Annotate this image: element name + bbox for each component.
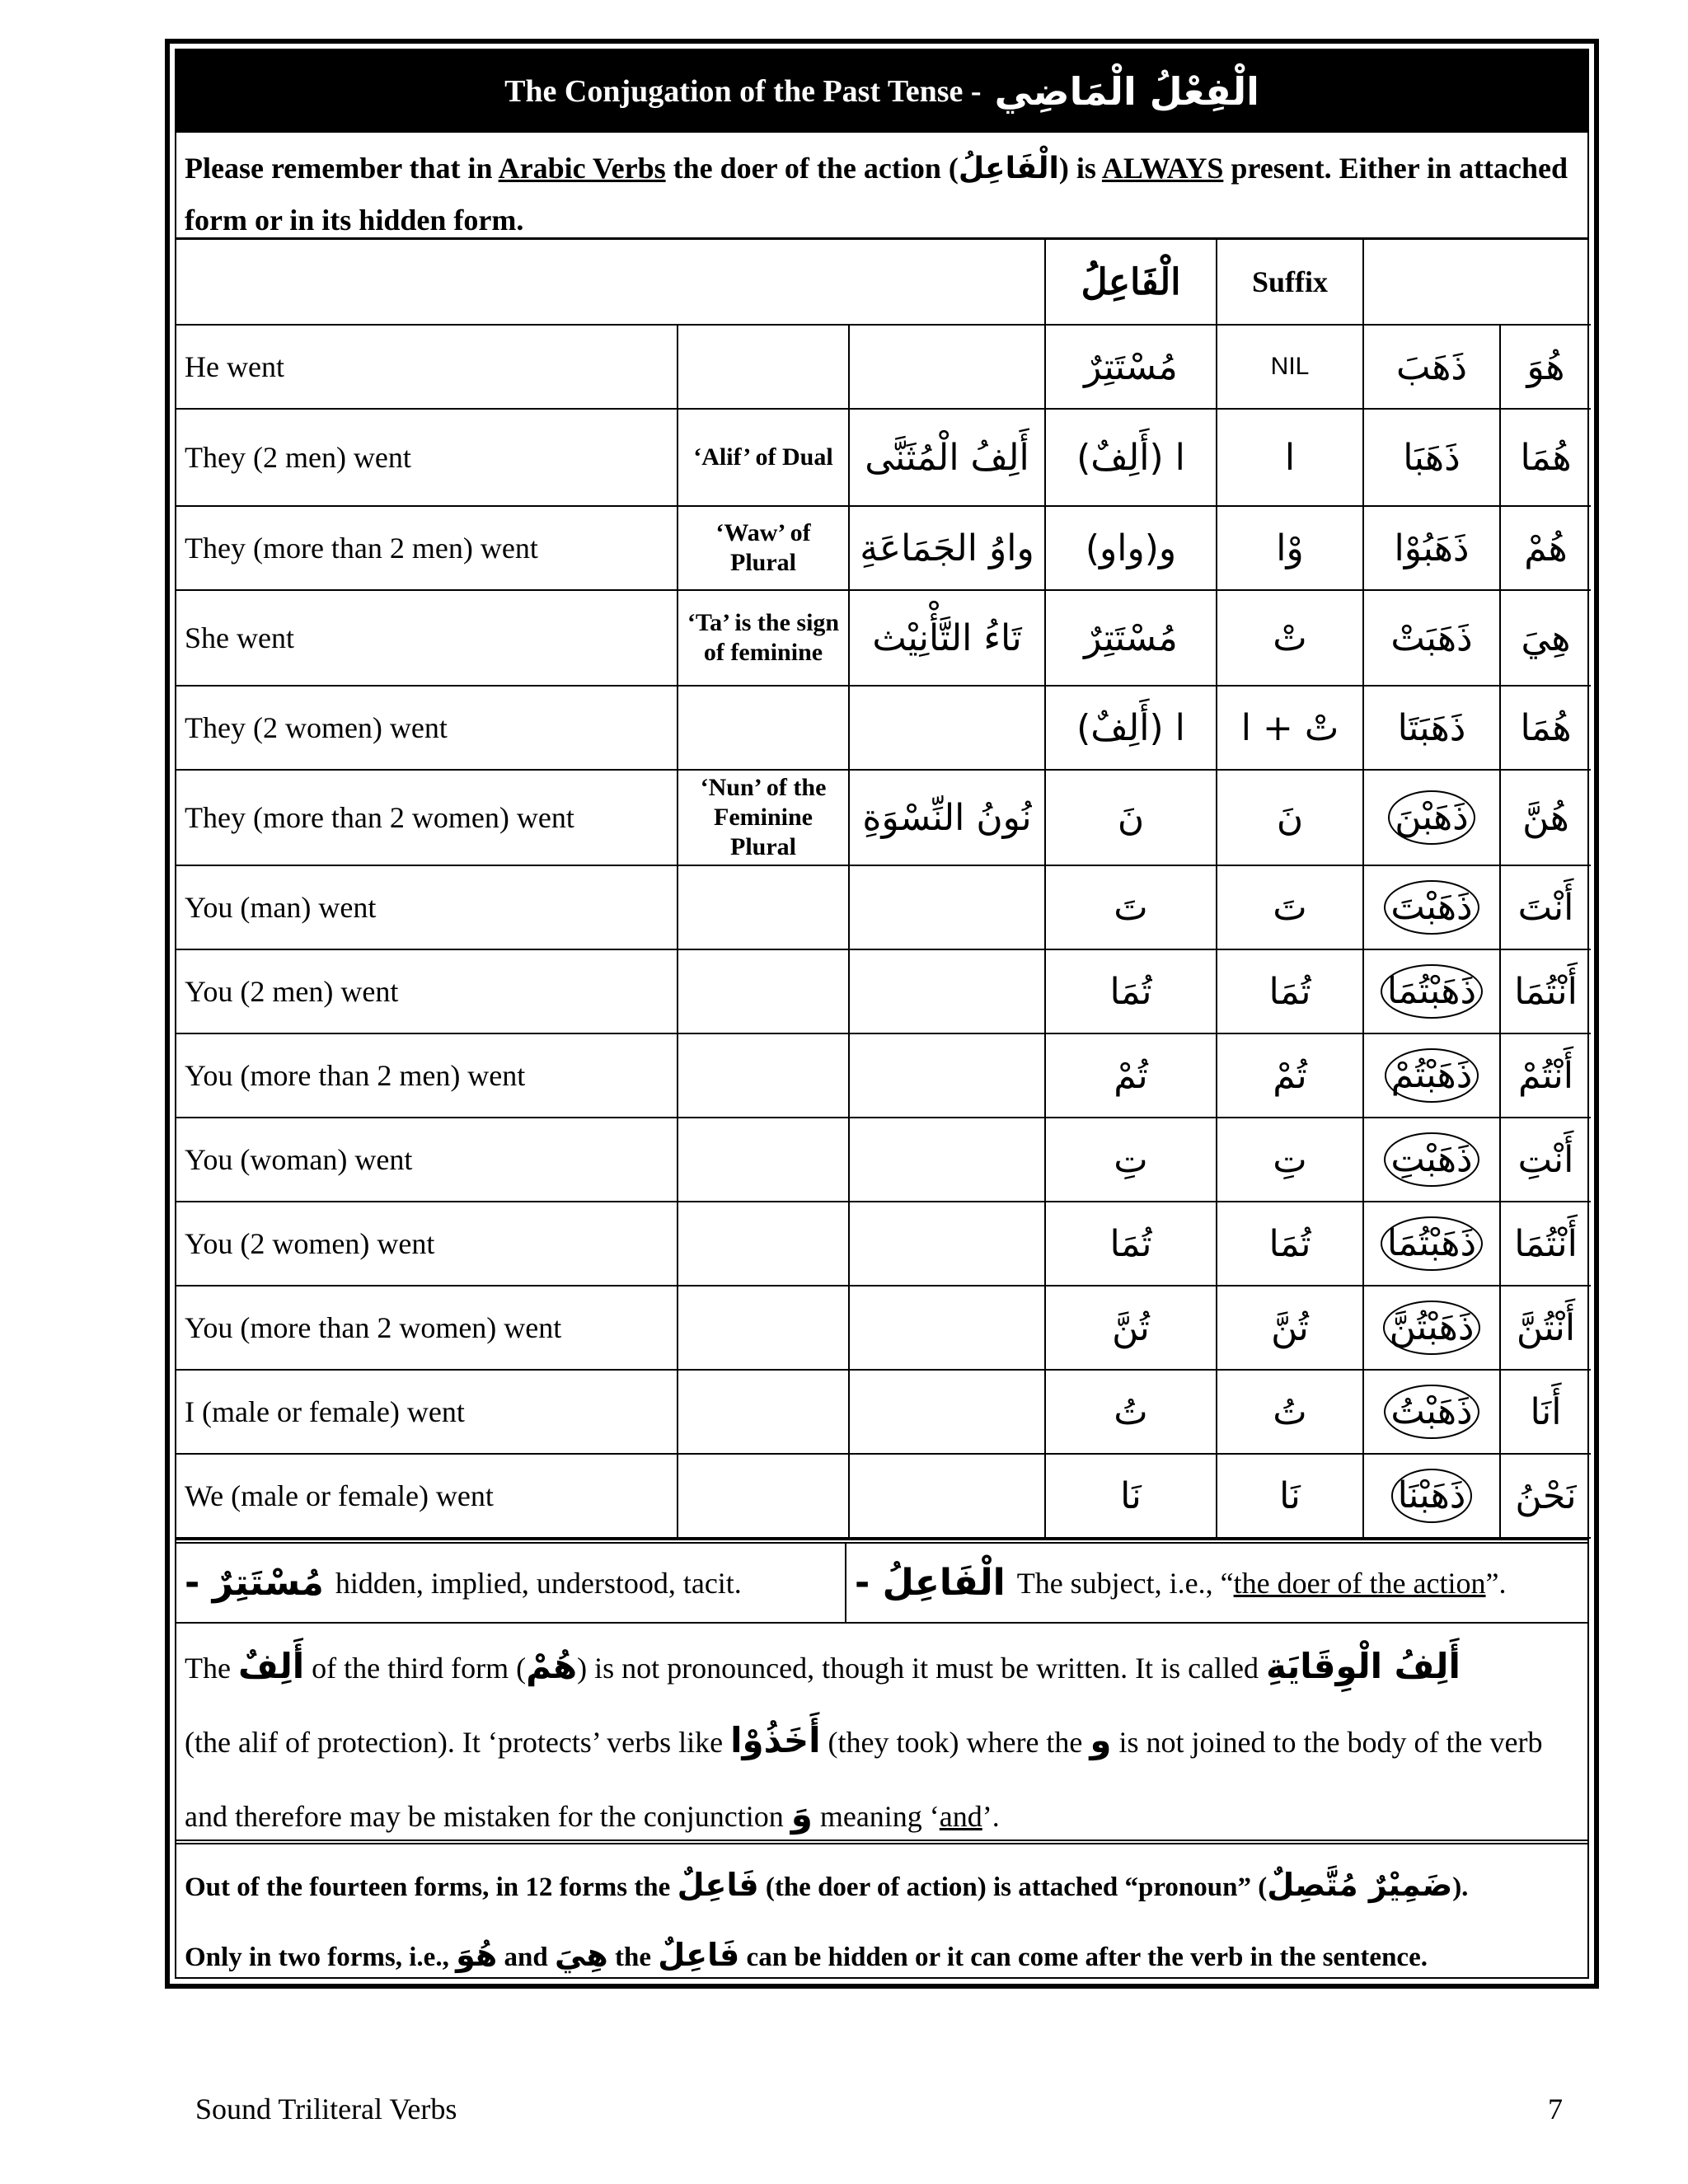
intro-always: ALWAYS [1101,152,1224,185]
fail-cell: تَ [1045,865,1217,949]
suffix-name-arabic: أَلِفُ الْمُثَنَّى [849,409,1045,506]
table-row [176,506,1591,590]
foot-arabic: هِيَ [554,1937,608,1973]
pronoun-cell: أَنْتُمَا [1500,1202,1591,1286]
foot-text: Only in two forms, i.e., [185,1943,457,1972]
para-text: (the alif of protection). It ‘protects’ verbs like [185,1726,731,1759]
suffix-name-arabic [849,1454,1045,1538]
intro-text-5: ) is [1058,152,1102,185]
suffix-name-english [678,686,849,770]
suffix-name-english [678,949,849,1033]
suffix-name-arabic [849,1202,1045,1286]
foot-arabic: فَاعِلٌ [677,1867,759,1903]
foot-text: the [607,1943,659,1972]
pronoun-cell: أَنْتُمْ [1500,1033,1591,1118]
table-row [176,1286,1591,1370]
pronoun-cell: أَنْتُمَا [1500,949,1591,1033]
english-meaning: We (male or female) went [176,1454,678,1538]
suffix-cell: تُنَّ [1217,1286,1363,1370]
conjugation-table [176,240,1591,1539]
suffix-name-english [678,1118,849,1202]
fail-term: الْفَاعِلُ - [855,1562,1006,1604]
para-text: meaning ‘ [812,1800,940,1833]
suffix-name-arabic [849,1286,1045,1370]
summary-note [176,1844,1587,1991]
table-row [176,949,1591,1033]
intro-text-7: present. Either in attached form or in its hidden form. [185,152,1568,237]
suffix-name-english [678,1202,849,1286]
suffix-cell: تِ [1217,1118,1363,1202]
table-header-row [176,240,1591,325]
fail-cell: و(واو) [1045,506,1217,590]
english-meaning: You (woman) went [176,1118,678,1202]
suffix-name-arabic: نُونُ النِّسْوَةِ [849,770,1045,865]
suffix-name-arabic [849,1118,1045,1202]
verb-cell: ذَهَبَا [1363,409,1500,506]
verb-cell [1363,949,1500,1033]
suffix-name-arabic [849,949,1045,1033]
header-empty-cell [176,240,1045,325]
suffix-name-english: ‘Ta’ is the sign of feminine [678,590,849,686]
suffix-name-english [678,1033,849,1118]
table-row [176,409,1591,506]
foot-arabic: هُوَ [456,1937,498,1973]
page-title [176,50,1587,133]
suffix-cell: تُمْ [1217,1033,1363,1118]
suffix-name-english [678,325,849,409]
para-text: ’. [982,1800,1000,1833]
verb-root-circle: ذَهَبْتُنَّ [1383,1301,1481,1355]
pronoun-cell: نَحْنُ [1500,1454,1591,1538]
foot-text: ). [1452,1872,1469,1902]
intro-arabic-verbs: Arabic Verbs [498,152,666,185]
verb-cell: ذَهَبُوْا [1363,506,1500,590]
suffix-cell: تُمَا [1217,949,1363,1033]
verb-root-circle: ذَهَبْنَ [1388,790,1475,845]
footer-book-title: Sound Triliteral Verbs [195,2093,457,2125]
suffix-cell: وْا [1217,506,1363,590]
verb-root-circle: ذَهَبْتُ [1384,1385,1479,1439]
english-meaning: They (more than 2 men) went [176,506,678,590]
suffix-name-arabic [849,686,1045,770]
para-arabic: و [1090,1720,1112,1760]
fail-cell: ا (أَلِفٌ) [1045,686,1217,770]
suffix-name-arabic [849,1033,1045,1118]
suffix-name-english [678,1370,849,1454]
suffix-cell: تُ [1217,1370,1363,1454]
definition-mustatir [176,1544,846,1622]
foot-arabic: فَاعِلٌ [658,1937,740,1973]
verb-cell [1363,1370,1500,1454]
english-meaning: I (male or female) went [176,1370,678,1454]
verb-cell [1363,865,1500,949]
table-row [176,770,1591,865]
intro-note [176,133,1587,240]
fail-cell: تِ [1045,1118,1217,1202]
pronoun-cell: هُمْ [1500,506,1591,590]
verb-root-circle: ذَهَبْتُمَا [1381,1216,1483,1271]
fail-meaning-2: the doer of the action [1233,1566,1486,1600]
pronoun-cell: هُمَا [1500,686,1591,770]
verb-cell [1363,1454,1500,1538]
verb-cell [1363,1118,1500,1202]
verb-root-circle: ذَهَبْتُمْ [1385,1048,1479,1103]
fail-cell: تُ [1045,1370,1217,1454]
para-arabic: أَلِفٌ [237,1646,305,1686]
fail-cell: تُمَا [1045,1202,1217,1286]
english-meaning: She went [176,590,678,686]
conjugation-sheet [165,39,1599,1989]
verb-cell [1363,1286,1500,1370]
fail-meaning [1017,1566,1507,1601]
suffix-cell: NIL [1217,325,1363,409]
english-meaning: They (more than 2 women) went [176,770,678,865]
fail-meaning-1: The subject, i.e., “ [1016,1566,1234,1600]
para-arabic: أَخَذُوْا [730,1720,821,1760]
table-row [176,686,1591,770]
fail-cell: تُمْ [1045,1033,1217,1118]
definitions-row [176,1539,1587,1624]
table-row [176,1033,1591,1118]
pronoun-cell: أَنْتِ [1500,1118,1591,1202]
header-fail: الْفَاعِلُ [1045,240,1217,325]
fail-cell: نَا [1045,1454,1217,1538]
english-meaning: He went [176,325,678,409]
verb-cell [1363,1033,1500,1118]
pronoun-cell: أَنْتُنَّ [1500,1286,1591,1370]
suffix-name-english [678,1454,849,1538]
table-row [176,865,1591,949]
verb-cell [1363,1202,1500,1286]
para-text: The [185,1652,238,1685]
sheet-inner [175,49,1589,1979]
title-arabic: الْفِعْلُ الْمَاضِي [994,69,1259,114]
para-arabic: وَ [790,1794,813,1835]
fail-cell: مُسْتَتِرٌ [1045,325,1217,409]
suffix-name-english: ‘Nun’ of the Feminine Plural [678,770,849,865]
english-meaning: They (2 women) went [176,686,678,770]
pronoun-cell: هِيَ [1500,590,1591,686]
verb-cell: ذَهَبَتْ [1363,590,1500,686]
header-verb-empty [1363,240,1591,325]
para-text: (they took) where the [820,1726,1090,1759]
para-and: and [939,1800,982,1833]
verb-cell [1363,770,1500,865]
pronoun-cell: أَنَا [1500,1370,1591,1454]
definition-fail [846,1544,1587,1622]
fail-cell: تُمَا [1045,949,1217,1033]
verb-cell: ذَهَبَتَا [1363,686,1500,770]
verb-root-circle: ذَهَبْتَ [1384,880,1479,935]
pronoun-cell: أَنْتَ [1500,865,1591,949]
verb-root-circle: ذَهَبْتُمَا [1381,964,1483,1019]
foot-text: and [497,1943,555,1972]
title-english: The Conjugation of the Past Tense - [504,74,982,109]
header-suffix: Suffix [1217,240,1363,325]
mustatir-meaning: hidden, implied, understood, tacit. [335,1566,742,1600]
suffix-cell: تْ + ا [1217,686,1363,770]
foot-arabic: ضَمِيْرٌ مُتَّصِلٌ [1267,1867,1453,1903]
suffix-cell: نَا [1217,1454,1363,1538]
intro-text-1: Please remember that in [185,152,499,185]
para-text: is not joined to the body of the verb and therefore may be mistaken for the conjunction [185,1726,1543,1833]
suffix-cell: تُمَا [1217,1202,1363,1286]
suffix-cell: تَ [1217,865,1363,949]
verb-root-circle: ذَهَبْنَا [1391,1469,1473,1523]
table-row [176,1118,1591,1202]
table-row [176,1202,1591,1286]
suffix-name-arabic [849,325,1045,409]
suffix-cell: نَ [1217,770,1363,865]
suffix-name-english [678,865,849,949]
english-meaning: You (more than 2 women) went [176,1286,678,1370]
english-meaning: You (man) went [176,865,678,949]
fail-cell: نَ [1045,770,1217,865]
pronoun-cell: هُنَّ [1500,770,1591,865]
para-arabic: هُمْ [526,1646,578,1686]
fail-cell: ا (أَلِفٌ) [1045,409,1217,506]
footer-page-number: 7 [1548,2093,1563,2125]
foot-text: (the doer of action) is attached “pronoun” ( [758,1872,1268,1902]
suffix-name-arabic [849,865,1045,949]
pronoun-cell: هُوَ [1500,325,1591,409]
suffix-name-english: ‘Waw’ of Plural [678,506,849,590]
para-text: ) is not pronounced, though it must be written. It is called [577,1652,1267,1685]
intro-text-3: the doer of the action ( [665,152,959,185]
fail-cell: تُنَّ [1045,1286,1217,1370]
table-row [176,590,1591,686]
english-meaning: You (2 men) went [176,949,678,1033]
suffix-name-arabic: واوُ الجَمَاعَةِ [849,506,1045,590]
pronoun-cell: هُمَا [1500,409,1591,506]
intro-fail-term: الْفَاعِلُ [958,152,1059,185]
suffix-name-english: ‘Alif’ of Dual [678,409,849,506]
foot-text: Out of the fourteen forms, in 12 forms the [185,1872,678,1902]
english-meaning: They (2 men) went [176,409,678,506]
table-row [176,1454,1591,1538]
table-row [176,1370,1591,1454]
fail-meaning-3: ”. [1485,1566,1507,1600]
para-arabic: أَلِفُ الْوِقَايَةِ [1266,1646,1461,1686]
table-row [176,325,1591,409]
alif-protection-paragraph [176,1624,1587,1844]
suffix-name-arabic [849,1370,1045,1454]
english-meaning: You (2 women) went [176,1202,678,1286]
fail-cell: مُسْتَتِرٌ [1045,590,1217,686]
foot-text: can be hidden or it can come after the verb in the sentence. [739,1943,1428,1972]
suffix-name-english [678,1286,849,1370]
suffix-cell: ا [1217,409,1363,506]
english-meaning: You (more than 2 men) went [176,1033,678,1118]
verb-cell: ذَهَبَ [1363,325,1500,409]
verb-root-circle: ذَهَبْتِ [1384,1132,1479,1187]
para-text: of the third form ( [304,1652,527,1685]
mustatir-term: مُسْتَتِرٌ - [185,1562,324,1604]
suffix-cell: تْ [1217,590,1363,686]
suffix-name-arabic: تَاءُ التَّأْنِيْث [849,590,1045,686]
